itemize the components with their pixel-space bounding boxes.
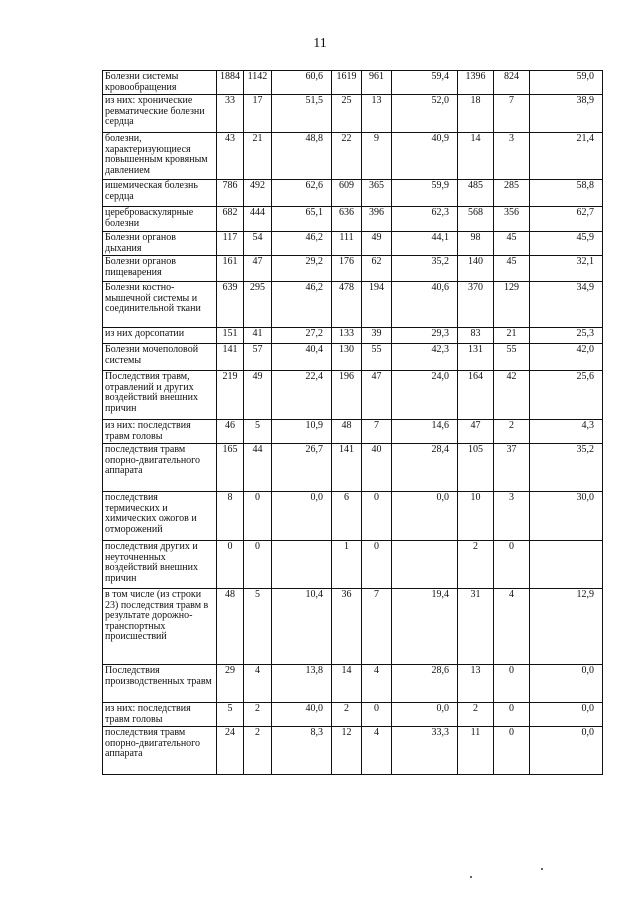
value-cell: 55 <box>494 344 530 371</box>
table-row <box>103 371 603 420</box>
value-cell: 0 <box>494 727 530 775</box>
percent-cell: 42,3 <box>392 344 458 371</box>
value-cell: 5 <box>244 420 272 444</box>
percent-cell: 33,3 <box>392 727 458 775</box>
table-row <box>103 444 603 492</box>
percent-cell: 19,4 <box>392 589 458 665</box>
value-cell: 4 <box>362 665 392 703</box>
table-row <box>103 328 603 344</box>
value-cell: 46 <box>217 420 244 444</box>
value-cell: 285 <box>494 180 530 207</box>
value-cell: 0 <box>362 541 392 589</box>
percent-cell: 46,2 <box>272 232 332 256</box>
value-cell: 0 <box>217 541 244 589</box>
percent-cell: 25,3 <box>530 328 603 344</box>
percent-cell: 45,9 <box>530 232 603 256</box>
value-cell: 2 <box>332 703 362 727</box>
value-cell: 164 <box>458 371 494 420</box>
value-cell: 444 <box>244 207 272 232</box>
percent-cell: 0,0 <box>530 727 603 775</box>
percent-cell: 0,0 <box>392 492 458 541</box>
row-label: последствия термических и химических ожогов и отморожений <box>103 492 217 541</box>
value-cell: 295 <box>244 282 272 328</box>
value-cell: 0 <box>362 703 392 727</box>
value-cell: 2 <box>244 727 272 775</box>
value-cell: 786 <box>217 180 244 207</box>
percent-cell: 28,6 <box>392 665 458 703</box>
value-cell: 45 <box>494 256 530 282</box>
table-row <box>103 344 603 371</box>
row-label: Болезни органов дыхания <box>103 232 217 256</box>
value-cell: 2 <box>494 420 530 444</box>
percent-cell: 25,6 <box>530 371 603 420</box>
row-label: Болезни костно-мышечной системы и соединительной ткани <box>103 282 217 328</box>
value-cell: 639 <box>217 282 244 328</box>
value-cell: 3 <box>494 492 530 541</box>
row-label: Болезни мочеполовой системы <box>103 344 217 371</box>
percent-cell: 34,9 <box>530 282 603 328</box>
row-label: последствия других и неуточненных воздействий внешних причин <box>103 541 217 589</box>
table-row <box>103 207 603 232</box>
percent-cell: 30,0 <box>530 492 603 541</box>
percent-cell: 59,0 <box>530 71 603 95</box>
value-cell: 6 <box>332 492 362 541</box>
percent-cell: 27,2 <box>272 328 332 344</box>
value-cell: 609 <box>332 180 362 207</box>
percent-cell: 42,0 <box>530 344 603 371</box>
table-row <box>103 95 603 133</box>
table-row <box>103 665 603 703</box>
percent-cell: 0,0 <box>272 492 332 541</box>
value-cell: 17 <box>244 95 272 133</box>
row-label: в том числе (из строки 23) последствия травм в результате дорожно-транспортных происшествий <box>103 589 217 665</box>
percent-cell: 59,4 <box>392 71 458 95</box>
value-cell: 492 <box>244 180 272 207</box>
percent-cell: 46,2 <box>272 282 332 328</box>
value-cell: 0 <box>494 541 530 589</box>
row-label: Болезни органов пищеварения <box>103 256 217 282</box>
value-cell: 0 <box>362 492 392 541</box>
percent-cell: 40,0 <box>272 703 332 727</box>
value-cell: 961 <box>362 71 392 95</box>
percent-cell: 35,2 <box>392 256 458 282</box>
table-body <box>103 71 603 775</box>
value-cell: 0 <box>494 703 530 727</box>
value-cell: 10 <box>458 492 494 541</box>
percent-cell: 10,9 <box>272 420 332 444</box>
row-label: Болезни системы кровообращения <box>103 71 217 95</box>
value-cell: 196 <box>332 371 362 420</box>
percent-cell: 52,0 <box>392 95 458 133</box>
value-cell: 141 <box>217 344 244 371</box>
value-cell: 485 <box>458 180 494 207</box>
percent-cell: 32,1 <box>530 256 603 282</box>
value-cell: 49 <box>244 371 272 420</box>
value-cell: 2 <box>458 703 494 727</box>
value-cell: 39 <box>362 328 392 344</box>
percent-cell: 29,2 <box>272 256 332 282</box>
table-row <box>103 541 603 589</box>
value-cell: 47 <box>244 256 272 282</box>
value-cell: 1884 <box>217 71 244 95</box>
value-cell: 133 <box>332 328 362 344</box>
percent-cell: 51,5 <box>272 95 332 133</box>
value-cell: 2 <box>244 703 272 727</box>
value-cell: 47 <box>362 371 392 420</box>
scan-dot <box>541 868 543 870</box>
percent-cell: 59,9 <box>392 180 458 207</box>
percent-cell <box>530 541 603 589</box>
value-cell: 45 <box>494 232 530 256</box>
value-cell: 33 <box>217 95 244 133</box>
value-cell: 13 <box>362 95 392 133</box>
value-cell: 5 <box>244 589 272 665</box>
percent-cell: 24,0 <box>392 371 458 420</box>
table-row <box>103 420 603 444</box>
table-row <box>103 492 603 541</box>
value-cell: 4 <box>494 589 530 665</box>
value-cell: 396 <box>362 207 392 232</box>
row-label: цереброваскулярные болезни <box>103 207 217 232</box>
percent-cell: 0,0 <box>530 665 603 703</box>
percent-cell: 12,9 <box>530 589 603 665</box>
value-cell: 43 <box>217 133 244 180</box>
value-cell: 4 <box>244 665 272 703</box>
value-cell: 161 <box>217 256 244 282</box>
value-cell: 42 <box>494 371 530 420</box>
value-cell: 18 <box>458 95 494 133</box>
value-cell: 1396 <box>458 71 494 95</box>
value-cell: 636 <box>332 207 362 232</box>
table-row <box>103 71 603 95</box>
value-cell: 22 <box>332 133 362 180</box>
table-row <box>103 256 603 282</box>
percent-cell: 22,4 <box>272 371 332 420</box>
value-cell: 55 <box>362 344 392 371</box>
value-cell: 824 <box>494 71 530 95</box>
value-cell: 14 <box>332 665 362 703</box>
value-cell: 1619 <box>332 71 362 95</box>
value-cell: 140 <box>458 256 494 282</box>
row-label: из них дорсопатии <box>103 328 217 344</box>
statistics-table <box>102 70 603 775</box>
value-cell: 2 <box>458 541 494 589</box>
value-cell: 7 <box>362 589 392 665</box>
value-cell: 151 <box>217 328 244 344</box>
value-cell: 117 <box>217 232 244 256</box>
value-cell: 48 <box>332 420 362 444</box>
value-cell: 130 <box>332 344 362 371</box>
percent-cell: 48,8 <box>272 133 332 180</box>
value-cell: 1142 <box>244 71 272 95</box>
value-cell: 165 <box>217 444 244 492</box>
value-cell: 13 <box>458 665 494 703</box>
value-cell: 14 <box>458 133 494 180</box>
value-cell: 41 <box>244 328 272 344</box>
table-row <box>103 133 603 180</box>
value-cell: 0 <box>244 541 272 589</box>
value-cell: 0 <box>244 492 272 541</box>
percent-cell: 65,1 <box>272 207 332 232</box>
value-cell: 31 <box>458 589 494 665</box>
value-cell: 49 <box>362 232 392 256</box>
value-cell: 370 <box>458 282 494 328</box>
percent-cell: 29,3 <box>392 328 458 344</box>
value-cell: 48 <box>217 589 244 665</box>
value-cell: 37 <box>494 444 530 492</box>
percent-cell: 58,8 <box>530 180 603 207</box>
table-row <box>103 589 603 665</box>
value-cell: 141 <box>332 444 362 492</box>
percent-cell: 38,9 <box>530 95 603 133</box>
percent-cell: 0,0 <box>530 703 603 727</box>
percent-cell <box>392 541 458 589</box>
table-row <box>103 703 603 727</box>
scan-dot <box>470 876 472 878</box>
value-cell: 682 <box>217 207 244 232</box>
value-cell: 176 <box>332 256 362 282</box>
percent-cell: 40,4 <box>272 344 332 371</box>
value-cell: 365 <box>362 180 392 207</box>
value-cell: 54 <box>244 232 272 256</box>
value-cell: 9 <box>362 133 392 180</box>
value-cell: 568 <box>458 207 494 232</box>
percent-cell: 10,4 <box>272 589 332 665</box>
percent-cell: 4,3 <box>530 420 603 444</box>
percent-cell: 21,4 <box>530 133 603 180</box>
table-row <box>103 282 603 328</box>
value-cell: 194 <box>362 282 392 328</box>
value-cell: 11 <box>458 727 494 775</box>
percent-cell: 62,6 <box>272 180 332 207</box>
value-cell: 131 <box>458 344 494 371</box>
percent-cell: 8,3 <box>272 727 332 775</box>
percent-cell: 35,2 <box>530 444 603 492</box>
table-row <box>103 232 603 256</box>
table-row <box>103 180 603 207</box>
value-cell: 7 <box>494 95 530 133</box>
percent-cell: 28,4 <box>392 444 458 492</box>
percent-cell: 26,7 <box>272 444 332 492</box>
percent-cell <box>272 541 332 589</box>
value-cell: 0 <box>494 665 530 703</box>
row-label: из них: последствия травм головы <box>103 703 217 727</box>
value-cell: 44 <box>244 444 272 492</box>
value-cell: 356 <box>494 207 530 232</box>
percent-cell: 62,7 <box>530 207 603 232</box>
value-cell: 5 <box>217 703 244 727</box>
value-cell: 3 <box>494 133 530 180</box>
page-number: 11 <box>313 36 327 51</box>
percent-cell: 44,1 <box>392 232 458 256</box>
row-label: Последствия производственных травм <box>103 665 217 703</box>
table-row <box>103 727 603 775</box>
percent-cell: 60,6 <box>272 71 332 95</box>
value-cell: 1 <box>332 541 362 589</box>
percent-cell: 13,8 <box>272 665 332 703</box>
percent-cell: 62,3 <box>392 207 458 232</box>
value-cell: 129 <box>494 282 530 328</box>
value-cell: 105 <box>458 444 494 492</box>
value-cell: 7 <box>362 420 392 444</box>
value-cell: 12 <box>332 727 362 775</box>
value-cell: 29 <box>217 665 244 703</box>
value-cell: 4 <box>362 727 392 775</box>
value-cell: 62 <box>362 256 392 282</box>
percent-cell: 14,6 <box>392 420 458 444</box>
value-cell: 47 <box>458 420 494 444</box>
percent-cell: 40,9 <box>392 133 458 180</box>
value-cell: 57 <box>244 344 272 371</box>
value-cell: 98 <box>458 232 494 256</box>
value-cell: 219 <box>217 371 244 420</box>
value-cell: 83 <box>458 328 494 344</box>
value-cell: 21 <box>244 133 272 180</box>
value-cell: 24 <box>217 727 244 775</box>
value-cell: 25 <box>332 95 362 133</box>
row-label: из них: хронические ревматические болезни сердца <box>103 95 217 133</box>
row-label: Последствия травм, отравлений и других воздействий внешних причин <box>103 371 217 420</box>
value-cell: 8 <box>217 492 244 541</box>
percent-cell: 0,0 <box>392 703 458 727</box>
row-label: последствия травм опорно-двигательного аппарата <box>103 727 217 775</box>
value-cell: 111 <box>332 232 362 256</box>
row-label: последствия травм опорно-двигательного аппарата <box>103 444 217 492</box>
value-cell: 478 <box>332 282 362 328</box>
value-cell: 21 <box>494 328 530 344</box>
value-cell: 40 <box>362 444 392 492</box>
percent-cell: 40,6 <box>392 282 458 328</box>
row-label: из них: последствия травм головы <box>103 420 217 444</box>
value-cell: 36 <box>332 589 362 665</box>
row-label: болезни, характеризующиеся повышенным кровяным давлением <box>103 133 217 180</box>
row-label: ишемическая болезнь сердца <box>103 180 217 207</box>
